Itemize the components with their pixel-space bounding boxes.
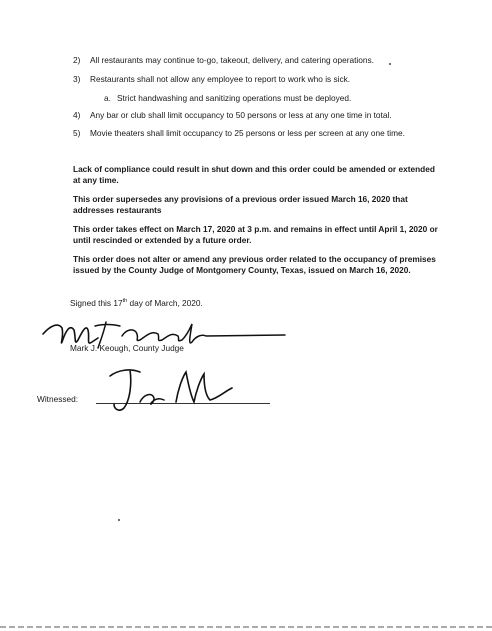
no-alter-paragraph: This order does not alter or amend any previous order related to the occupancy of premises issued by the County Judge of Montgomery County, Texas, issued on March 16, 2020. [73, 254, 436, 275]
list-item-text: Movie theaters shall limit occupancy to 25 persons or less per screen at any one time. [90, 128, 405, 138]
scan-speck [389, 63, 391, 65]
sub-item-text: Strict handwashing and sanitizing operations must be deployed. [117, 93, 352, 103]
signed-date-line: Signed this 17th day of March, 2020. [70, 298, 203, 308]
list-item-text: Restaurants shall not allow any employee to report to work who is sick. [90, 74, 351, 84]
compliance-paragraph: Lack of compliance could result in shut down and this order could be amended or extended at any time. [73, 164, 435, 185]
scan-speck [118, 519, 120, 521]
scan-bottom-edge [0, 626, 492, 628]
item-number: 4) [73, 110, 81, 120]
item-number: 2) [73, 55, 81, 65]
list-item-text: All restaurants may continue to-go, takeout, delivery, and catering operations. [90, 55, 374, 65]
list-item-text: Any bar or club shall limit occupancy to 50 persons or less at any one time in total. [90, 110, 392, 120]
witness-label: Witnessed: [37, 394, 79, 404]
supersedes-paragraph: This order supersedes any provisions of a previous order issued March 16, 2020 that addresses restaurants [73, 194, 408, 215]
effective-date-paragraph: This order takes effect on March 17, 2020 at 3 p.m. and remains in effect until April 1, 2020 or until rescinded or extended by a future order. [73, 224, 438, 245]
witness-signature [100, 362, 260, 422]
sub-item-letter: a. [104, 93, 111, 103]
item-number: 3) [73, 74, 81, 84]
item-number: 5) [73, 128, 81, 138]
signatory-name: Mark J. Keough, County Judge [70, 343, 184, 353]
